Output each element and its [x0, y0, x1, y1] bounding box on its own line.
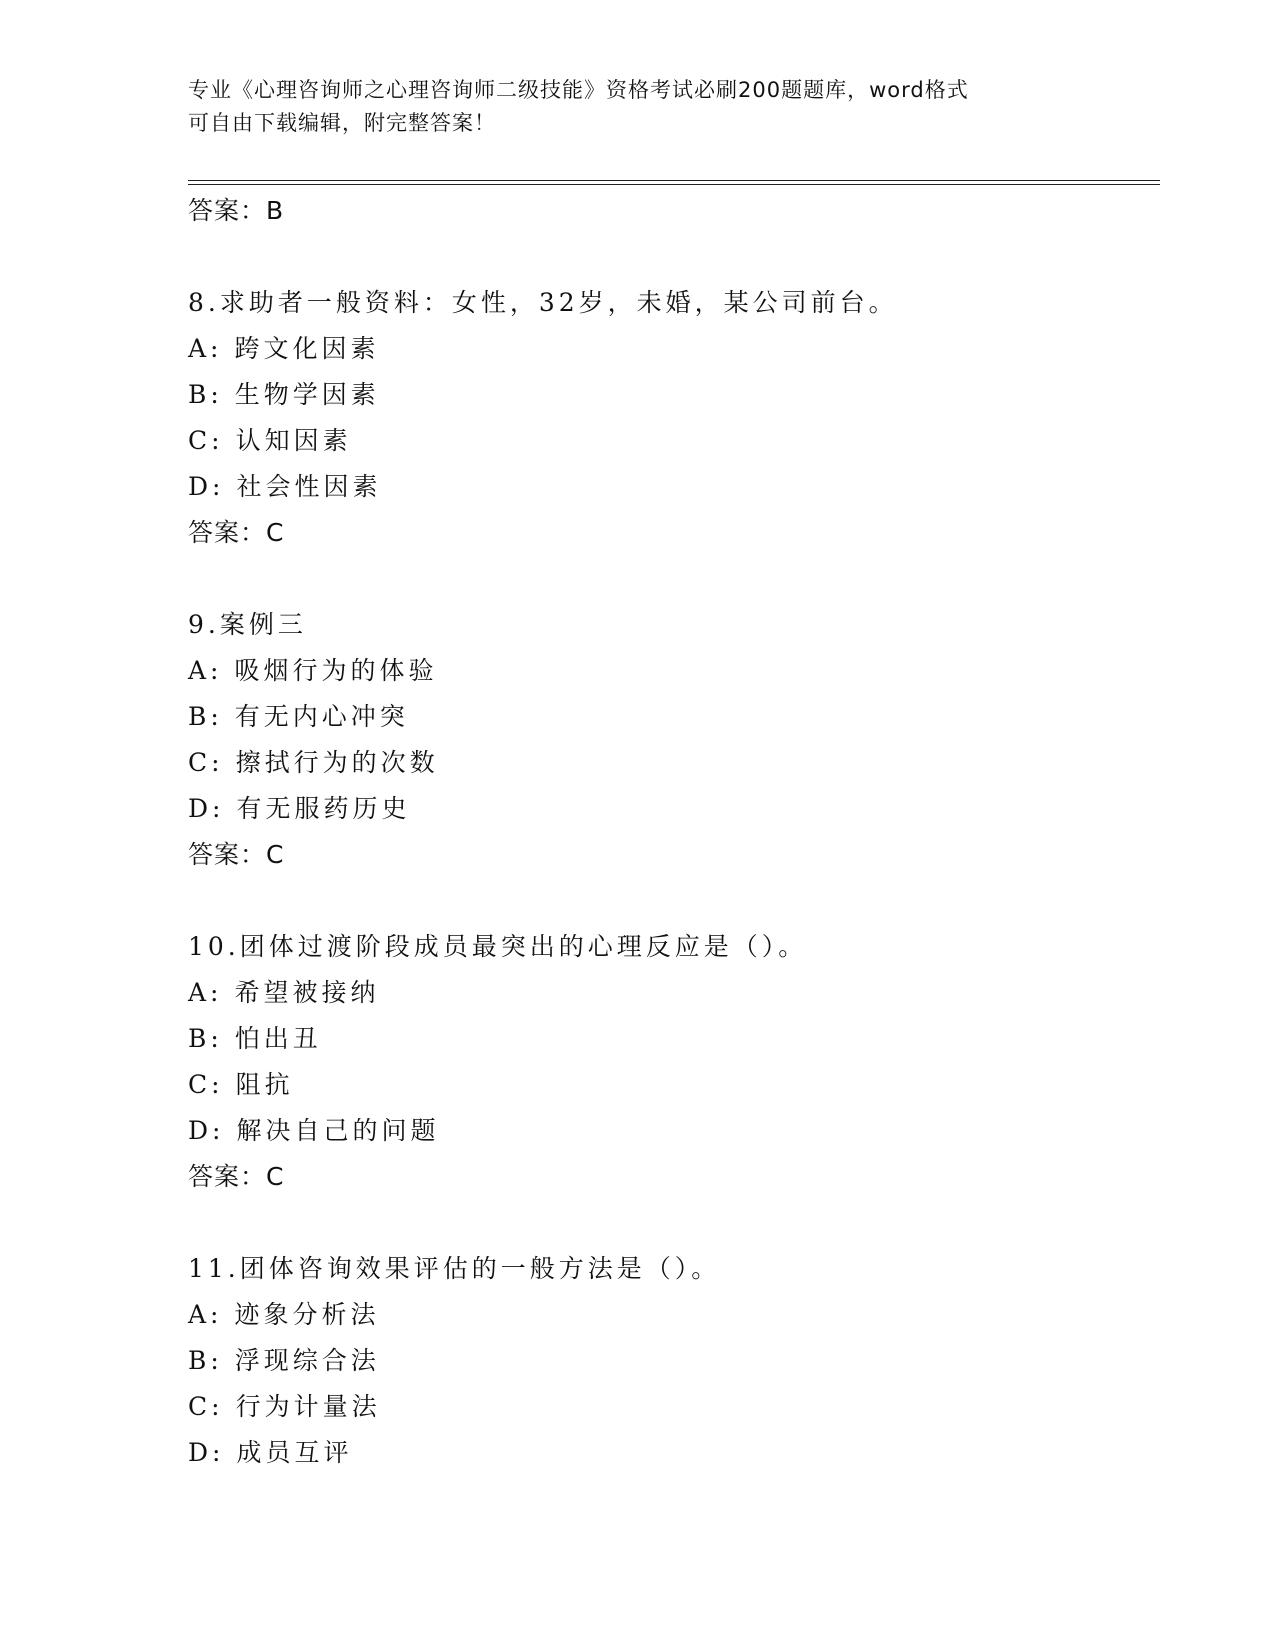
header-line-1: 专业《心理咨询师之心理咨询师二级技能》资格考试必刷200题题库，word格式: [188, 78, 969, 102]
question-list: [188, 188, 1148, 1476]
option-c: [188, 740, 1148, 786]
option-b: [188, 694, 1148, 740]
header-line-2: 可自由下载编辑，附完整答案！: [188, 111, 496, 135]
option-d: [188, 464, 1148, 510]
question-stem: 8.求助者一般资料：女性，32岁，未婚，某公司前台。: [188, 288, 898, 317]
option-text: 认知因素: [235, 426, 352, 455]
option-c: [188, 418, 1148, 464]
option-text: 跨文化因素: [234, 334, 380, 363]
option-a: [188, 648, 1148, 694]
question-stem: 11.团体咨询效果评估的一般方法是（）。: [188, 1254, 721, 1283]
option-text: 阻抗: [235, 1070, 294, 1099]
question-item: [188, 280, 1148, 556]
option-b: [188, 1338, 1148, 1384]
option-text: 解决自己的问题: [236, 1116, 440, 1145]
option-letter: D:: [188, 1116, 225, 1145]
option-letter: D:: [188, 472, 225, 501]
option-letter: C:: [188, 426, 224, 455]
option-text: 成员互评: [236, 1438, 353, 1467]
option-letter: B:: [188, 1024, 223, 1053]
option-letter: C:: [188, 748, 224, 777]
option-letter: A:: [188, 656, 223, 685]
option-text: 希望被接纳: [234, 978, 380, 1007]
option-letter: A:: [188, 978, 223, 1007]
option-text: 吸烟行为的体验: [234, 656, 438, 685]
option-c: [188, 1062, 1148, 1108]
option-a: [188, 326, 1148, 372]
option-letter: C:: [188, 1070, 224, 1099]
header-divider-top: [188, 180, 1160, 181]
option-text: 怕出丑: [234, 1024, 322, 1053]
option-letter: B:: [188, 1346, 223, 1375]
option-text: 擦拭行为的次数: [235, 748, 439, 777]
question-item: [188, 602, 1148, 878]
option-d: [188, 786, 1148, 832]
option-letter: C:: [188, 1392, 224, 1421]
option-letter: B:: [188, 380, 223, 409]
option-d: [188, 1108, 1148, 1154]
option-a: [188, 970, 1148, 1016]
document-header: [188, 74, 1088, 140]
option-letter: A:: [188, 334, 223, 363]
option-d: [188, 1430, 1148, 1476]
option-text: 有无服药历史: [236, 794, 411, 823]
option-text: 浮现综合法: [234, 1346, 380, 1375]
question-stem: 10.团体过渡阶段成员最突出的心理反应是（）。: [188, 932, 808, 961]
answer-label: 答案：B: [188, 196, 285, 225]
option-text: 社会性因素: [236, 472, 382, 501]
option-text: 有无内心冲突: [234, 702, 409, 731]
option-letter: A:: [188, 1300, 223, 1329]
option-b: [188, 1016, 1148, 1062]
question-stem: 9.案例三: [188, 610, 307, 639]
header-divider-bottom: [188, 184, 1160, 185]
answer-label: 答案：C: [188, 518, 285, 547]
option-a: [188, 1292, 1148, 1338]
option-c: [188, 1384, 1148, 1430]
option-text: 迹象分析法: [234, 1300, 380, 1329]
option-letter: D:: [188, 1438, 225, 1467]
question-item: [188, 924, 1148, 1200]
question-item: [188, 1246, 1148, 1476]
option-letter: B:: [188, 702, 223, 731]
answer-label: 答案：C: [188, 1162, 285, 1191]
option-letter: D:: [188, 794, 225, 823]
answer-label: 答案：C: [188, 840, 285, 869]
option-text: 行为计量法: [235, 1392, 381, 1421]
option-text: 生物学因素: [234, 380, 380, 409]
option-b: [188, 372, 1148, 418]
